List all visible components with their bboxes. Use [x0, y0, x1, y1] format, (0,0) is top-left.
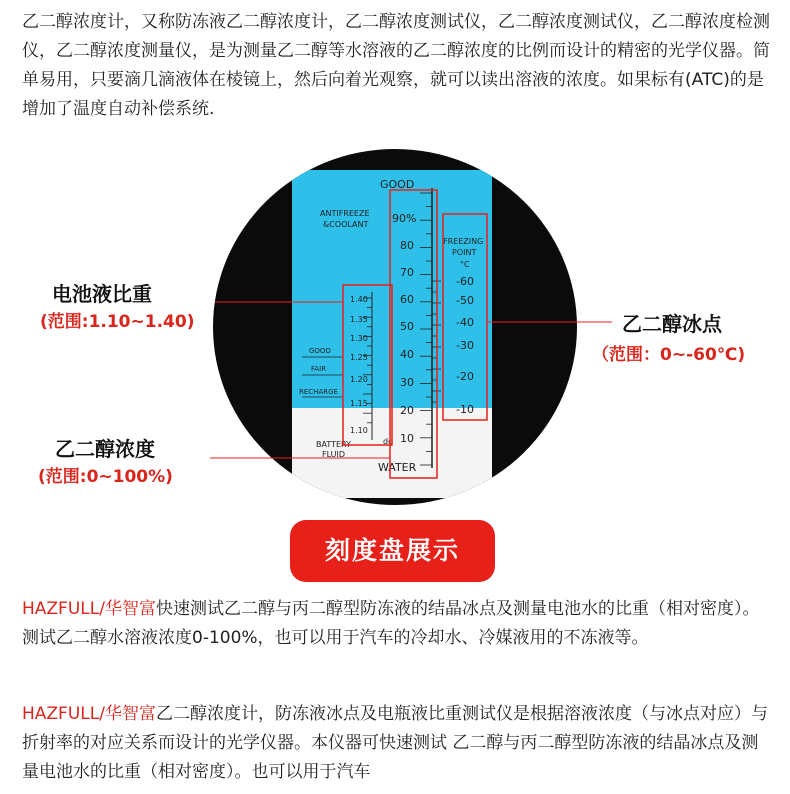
antifreeze-label: ANTIFREEZE: [320, 209, 370, 218]
battery-label-1: BATTERY: [316, 440, 351, 449]
sg-tick-130: 1.30: [350, 334, 368, 343]
battery-label-2: FLUID: [322, 450, 346, 459]
conc-callout-label: 乙二醇浓度: [55, 437, 155, 461]
pct-tick-40: 40: [400, 348, 414, 361]
frz-tick-40: -40: [456, 316, 474, 329]
frz-tick-30: -30: [456, 339, 474, 352]
pct-tick-30: 30: [400, 376, 414, 389]
recharge-zone-label: RECHARGE: [299, 388, 338, 396]
freeze-callout-range: （范围：0~-60℃): [592, 345, 746, 365]
water-label: WATER: [378, 461, 417, 474]
brand-name-2: HAZFULL/华智富: [22, 704, 156, 724]
pct-tick-60: 60: [400, 293, 414, 306]
paragraph-1-text: 快速测试乙二醇与丙二醇型防冻液的结晶冰点及测量电池水的比重（相对密度）。测试乙二醇水溶液浓度0-100%，也可以用于汽车的冷却水、冷媒液用的不冻液等。: [22, 599, 760, 648]
intro-paragraph: 乙二醇浓度计，又称防冻液乙二醇浓度计，乙二醇浓度测试仪，乙二醇浓度测试仪，乙二醇浓度检测仪，乙二醇浓度测量仪，是为测量乙二醇等水溶液的乙二醇浓度的比例而设计的精密的光学仪器。简单易用，只要滴几滴液体在棱镜上，然后向着光观察，就可以读出溶液的浓度。如果标有(ATC)的是增加了温度自动补偿系统.: [22, 12, 770, 119]
sg-tick-110: 1.10: [350, 426, 368, 435]
pct-tick-10: 10: [400, 432, 414, 445]
sg-tick-140: 1.40: [350, 295, 368, 304]
frz-tick-10: -10: [456, 403, 474, 416]
freezing-label-2: POINT: [452, 248, 477, 257]
conc-callout-range: (范围:0~100%): [38, 467, 173, 487]
sg-tick-125: 1.25: [350, 353, 368, 362]
sg-tick-120: 1.20: [350, 375, 368, 384]
pct-tick-20: 20: [400, 404, 414, 417]
product-paragraph-2: [22, 700, 772, 787]
sg-tick-115: 1.15: [350, 399, 368, 408]
frz-tick-60: -60: [456, 275, 474, 288]
sg-unit: dg: [383, 437, 394, 446]
pct-tick-90: 90%: [392, 212, 417, 225]
frz-tick-50: -50: [456, 294, 474, 307]
coolant-label: &COOLANT: [323, 220, 369, 229]
section-title-badge: 刻度盘展示: [290, 520, 495, 582]
brand-name-1: HAZFULL/华智富: [22, 599, 156, 619]
freeze-callout-label: 乙二醇冰点: [622, 312, 722, 336]
pct-tick-50: 50: [400, 320, 414, 333]
battery-callout-range: (范围:1.10~1.40): [40, 312, 195, 332]
product-paragraph-1: [22, 595, 772, 653]
good-zone-label: GOOD: [309, 347, 331, 355]
freezing-label-1: FREEZING: [443, 237, 484, 246]
paragraph-2-text: 乙二醇浓度计，防冻液冰点及电瓶液比重测试仪是根据溶液浓度（与冰点对应）与折射率的对应关系而设计的光学仪器。本仪器可快速测试 乙二醇与丙二醇型防冻液的结晶冰点及测量电池水的比重（相对密度）。也可以用于汽车: [22, 704, 768, 782]
battery-callout-label: 电池液比重: [52, 282, 152, 306]
freezing-unit: °C: [460, 260, 470, 269]
good-top-label: GOOD: [380, 178, 415, 191]
pct-tick-80: 80: [400, 239, 414, 252]
sg-tick-135: 1.35: [350, 315, 368, 324]
pct-tick-70: 70: [400, 266, 414, 279]
frz-tick-20: -20: [456, 370, 474, 383]
fair-zone-label: FAIR: [311, 365, 327, 373]
